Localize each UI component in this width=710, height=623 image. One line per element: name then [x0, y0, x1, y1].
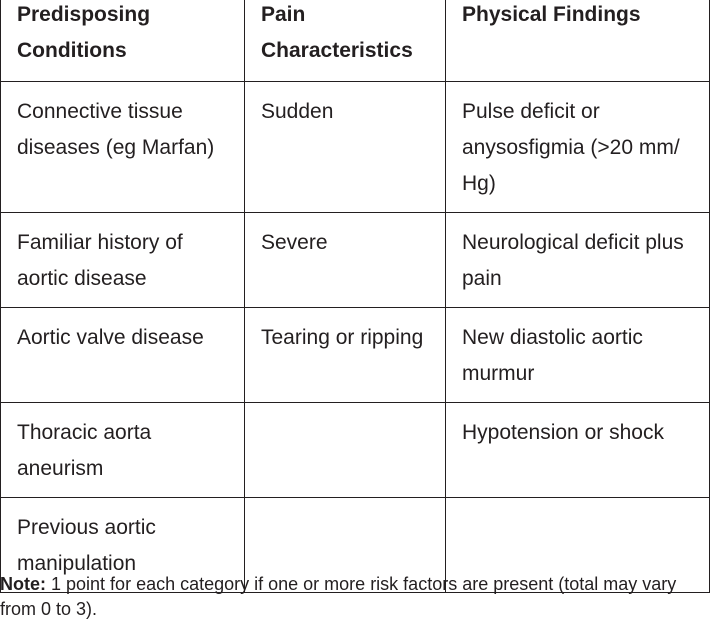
header-pain-characteristics: Pain Characteristics: [245, 0, 446, 82]
table-header-row: [1, 0, 710, 82]
table-cell: [245, 403, 446, 498]
table-cell: Previous aortic manipulation: [1, 498, 245, 593]
table-row: [1, 213, 710, 308]
table-row: [1, 403, 710, 498]
note-label: Note:: [0, 574, 46, 594]
table-footnote: [0, 572, 710, 622]
table-cell: Connective tissue diseases (eg Marfan): [1, 82, 245, 213]
table-cell: Tearing or ripping: [245, 308, 446, 403]
table-row: [1, 82, 710, 213]
table-cell: Pulse deficit or anysosfigmia (>20 mm/ Hg): [446, 82, 710, 213]
table-cell: Hypotension or shock: [446, 403, 710, 498]
header-physical-findings: Physical Findings: [446, 0, 710, 82]
header-predisposing-conditions: Predisposing Conditions: [1, 0, 245, 82]
table-cell: Severe: [245, 213, 446, 308]
table-cell: Familiar history of aortic disease: [1, 213, 245, 308]
table-row: [1, 308, 710, 403]
table-cell: Neurological deficit plus pain: [446, 213, 710, 308]
table-cell: Thoracic aorta aneurism: [1, 403, 245, 498]
note-text: 1 point for each category if one or more risk factors are present (total may vary from 0 to 3).: [0, 574, 677, 619]
table-cell: Aortic valve disease: [1, 308, 245, 403]
table-cell: Sudden: [245, 82, 446, 213]
table-cell: New diastolic aortic murmur: [446, 308, 710, 403]
